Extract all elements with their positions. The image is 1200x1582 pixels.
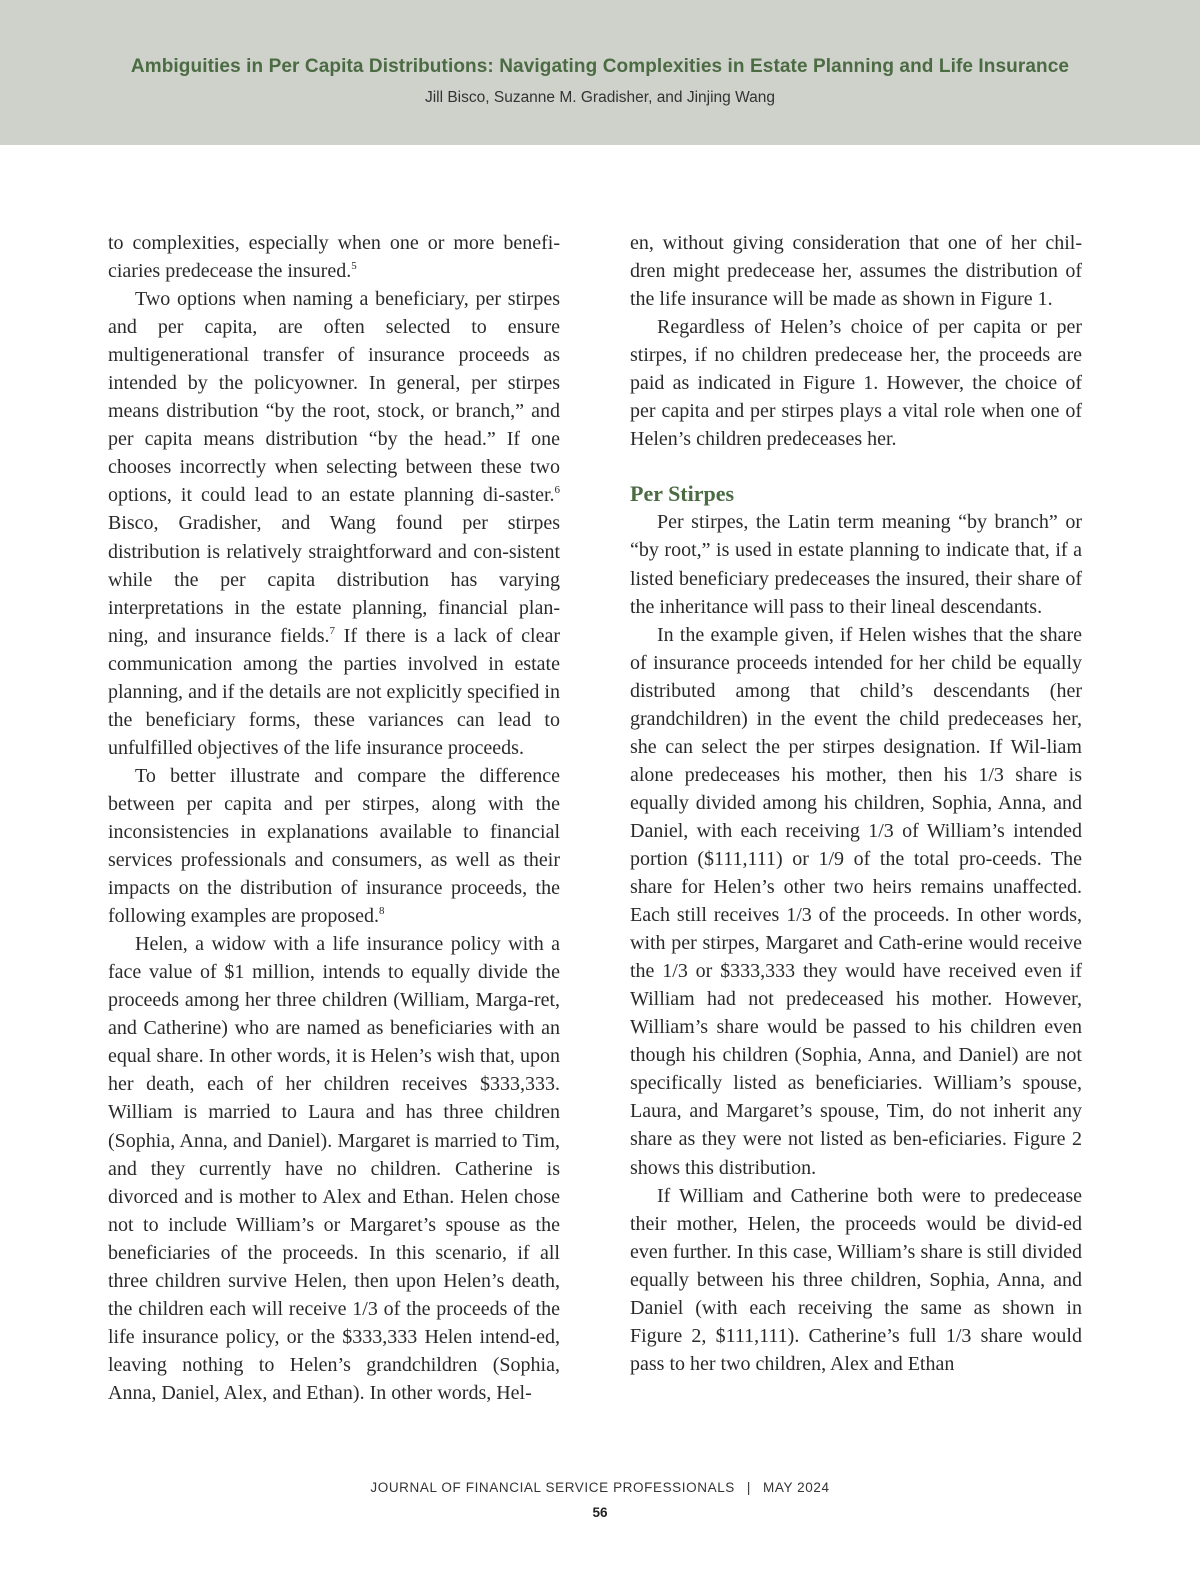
right-column (630, 229, 1082, 1378)
footer (0, 1480, 1200, 1495)
paragraph (108, 762, 560, 930)
footnote-ref: 6 (554, 484, 560, 497)
paragraph (108, 285, 560, 762)
left-column (108, 229, 560, 1407)
paragraph: Regardless of Helen’s choice of per capita or per stirpes, if no children predecease her, the proceeds are paid as indicated in Figure 1. However, the choice of per capita and per stirpes plays a vital role when one of Helen’s children predeceases her. (630, 316, 1082, 451)
running-header (0, 0, 1200, 145)
paragraph-text: Bisco, Gradisher, and Wang found per stirpes distribution is relatively straightforward and con-sistent while the per capita distribution has varying interpretations in the estate planning, financial plan-ning, and insurance fields. (108, 512, 560, 647)
paragraph-text: If there is a lack of clear communication among the parties involved in estate planning, and if the details are not explicitly specified in the beneficiary forms, these variances can lead to unfulfilled objectives of the life insurance proceeds. (108, 624, 560, 759)
footer-separator: | (746, 1480, 752, 1495)
journal-name: JOURNAL OF FINANCIAL SERVICE PROFESSIONALS (370, 1480, 735, 1495)
article-authors: Jill Bisco, Suzanne M. Gradisher, and Jinjing Wang (424, 89, 776, 106)
page-number: 56 (592, 1505, 608, 1520)
paragraph-text: Two options when naming a beneficiary, per stirpes and per capita, are often selected to ensure multigenerational transfer of insurance proceeds as intended by the policyowner. In general, per stirpes means distribution “by the root, stock, or branch,” and per capita means distribution “by the head.” If one chooses incorrectly when selecting between these two options, it could lead to an estate planning di-saster. (108, 288, 560, 507)
footnote-ref: 7 (329, 624, 335, 637)
footnote-ref: 5 (351, 260, 357, 273)
paragraph: en, without giving consideration that one of her chil-dren might predecease her, assumes the distribution of the life insurance will be made as shown in Figure 1. (630, 232, 1082, 311)
paragraph (108, 229, 560, 285)
paragraph: If William and Catherine both were to predecease their mother, Helen, the proceeds would be divid-ed even further. In this case, William’s share is still divided equally between his three children, Sophia, Anna, and Daniel (with each receiving the same as shown in Figure 2, $111,111). Catherine’s full 1/3 share would pass to her two children, Alex and Ethan (630, 1184, 1082, 1375)
footnote-ref: 8 (379, 905, 385, 918)
paragraph-text: to complexities, especially when one or more benefi-ciaries predecease the insured. (108, 232, 560, 283)
issue-date: MAY 2024 (763, 1480, 830, 1495)
article-title: Ambiguities in Per Capita Distributions: Navigating Complexities in Estate Planning and Life Insurance (130, 56, 1070, 77)
section-heading: Per Stirpes (630, 481, 735, 507)
paragraph: In the example given, if Helen wishes that the share of insurance proceeds intended for her child be equally distributed among that child’s descendants (her grandchildren) in the event the child predeceases her, she can select the per stirpes designation. If Wil-liam alone predeceases his mother, then his 1/3 share is equally divided among his children, Sophia, Anna, and Daniel, with each receiving 1/3 of William’s intended portion ($111,111) or 1/9 of the total pro-ceeds. The share for Helen’s other two heirs remains unaffected. Each still receives 1/3 of the proceeds. In other words, with per stirpes, Margaret and Cath-erine would receive the 1/3 or $333,333 they would have received even if William had not predeceased his mother. However, William’s share would be passed to his children even though his children (Sophia, Anna, and Daniel) are not specifically listed as beneficiaries. William’s spouse, Laura, and Margaret’s spouse, Tim, do not inherit any share as they were not listed as ben-eficiaries. Figure 2 shows this distribution. (630, 623, 1082, 1179)
paragraph-text: To better illustrate and compare the difference between per capita and per stirpes, along with the inconsistencies in explanations available to financial services professionals and consumers, as well as their impacts on the distribution of insurance proceeds, the following examples are proposed. (108, 764, 560, 928)
paragraph: Per stirpes, the Latin term meaning “by branch” or “by root,” is used in estate planning to indicate that, if a listed beneficiary predeceases the insured, their share of the inheritance will pass to their lineal descendants. (630, 511, 1082, 618)
paragraph: Helen, a widow with a life insurance policy with a face value of $1 million, intends to equally divide the proceeds among her three children (William, Marga-ret, and Catherine) who are named as beneficiaries with an equal share. In other words, it is Helen’s wish that, upon her death, each of her children receives $333,333. William is married to Laura and has three children (Sophia, Anna, and Daniel). Margaret is married to Tim, and they currently have no children. Catherine is divorced and is mother to Alex and Ethan. Helen chose not to include William’s or Margaret’s spouse as the beneficiaries of the proceeds. In this scenario, if all three children survive Helen, then upon Helen’s death, the children each will receive 1/3 of the proceeds of the life insurance policy, or the $333,333 Helen intend-ed, leaving nothing to Helen’s grandchildren (Sophia, Anna, Daniel, Alex, and Ethan). In other words, Hel- (108, 933, 560, 1404)
